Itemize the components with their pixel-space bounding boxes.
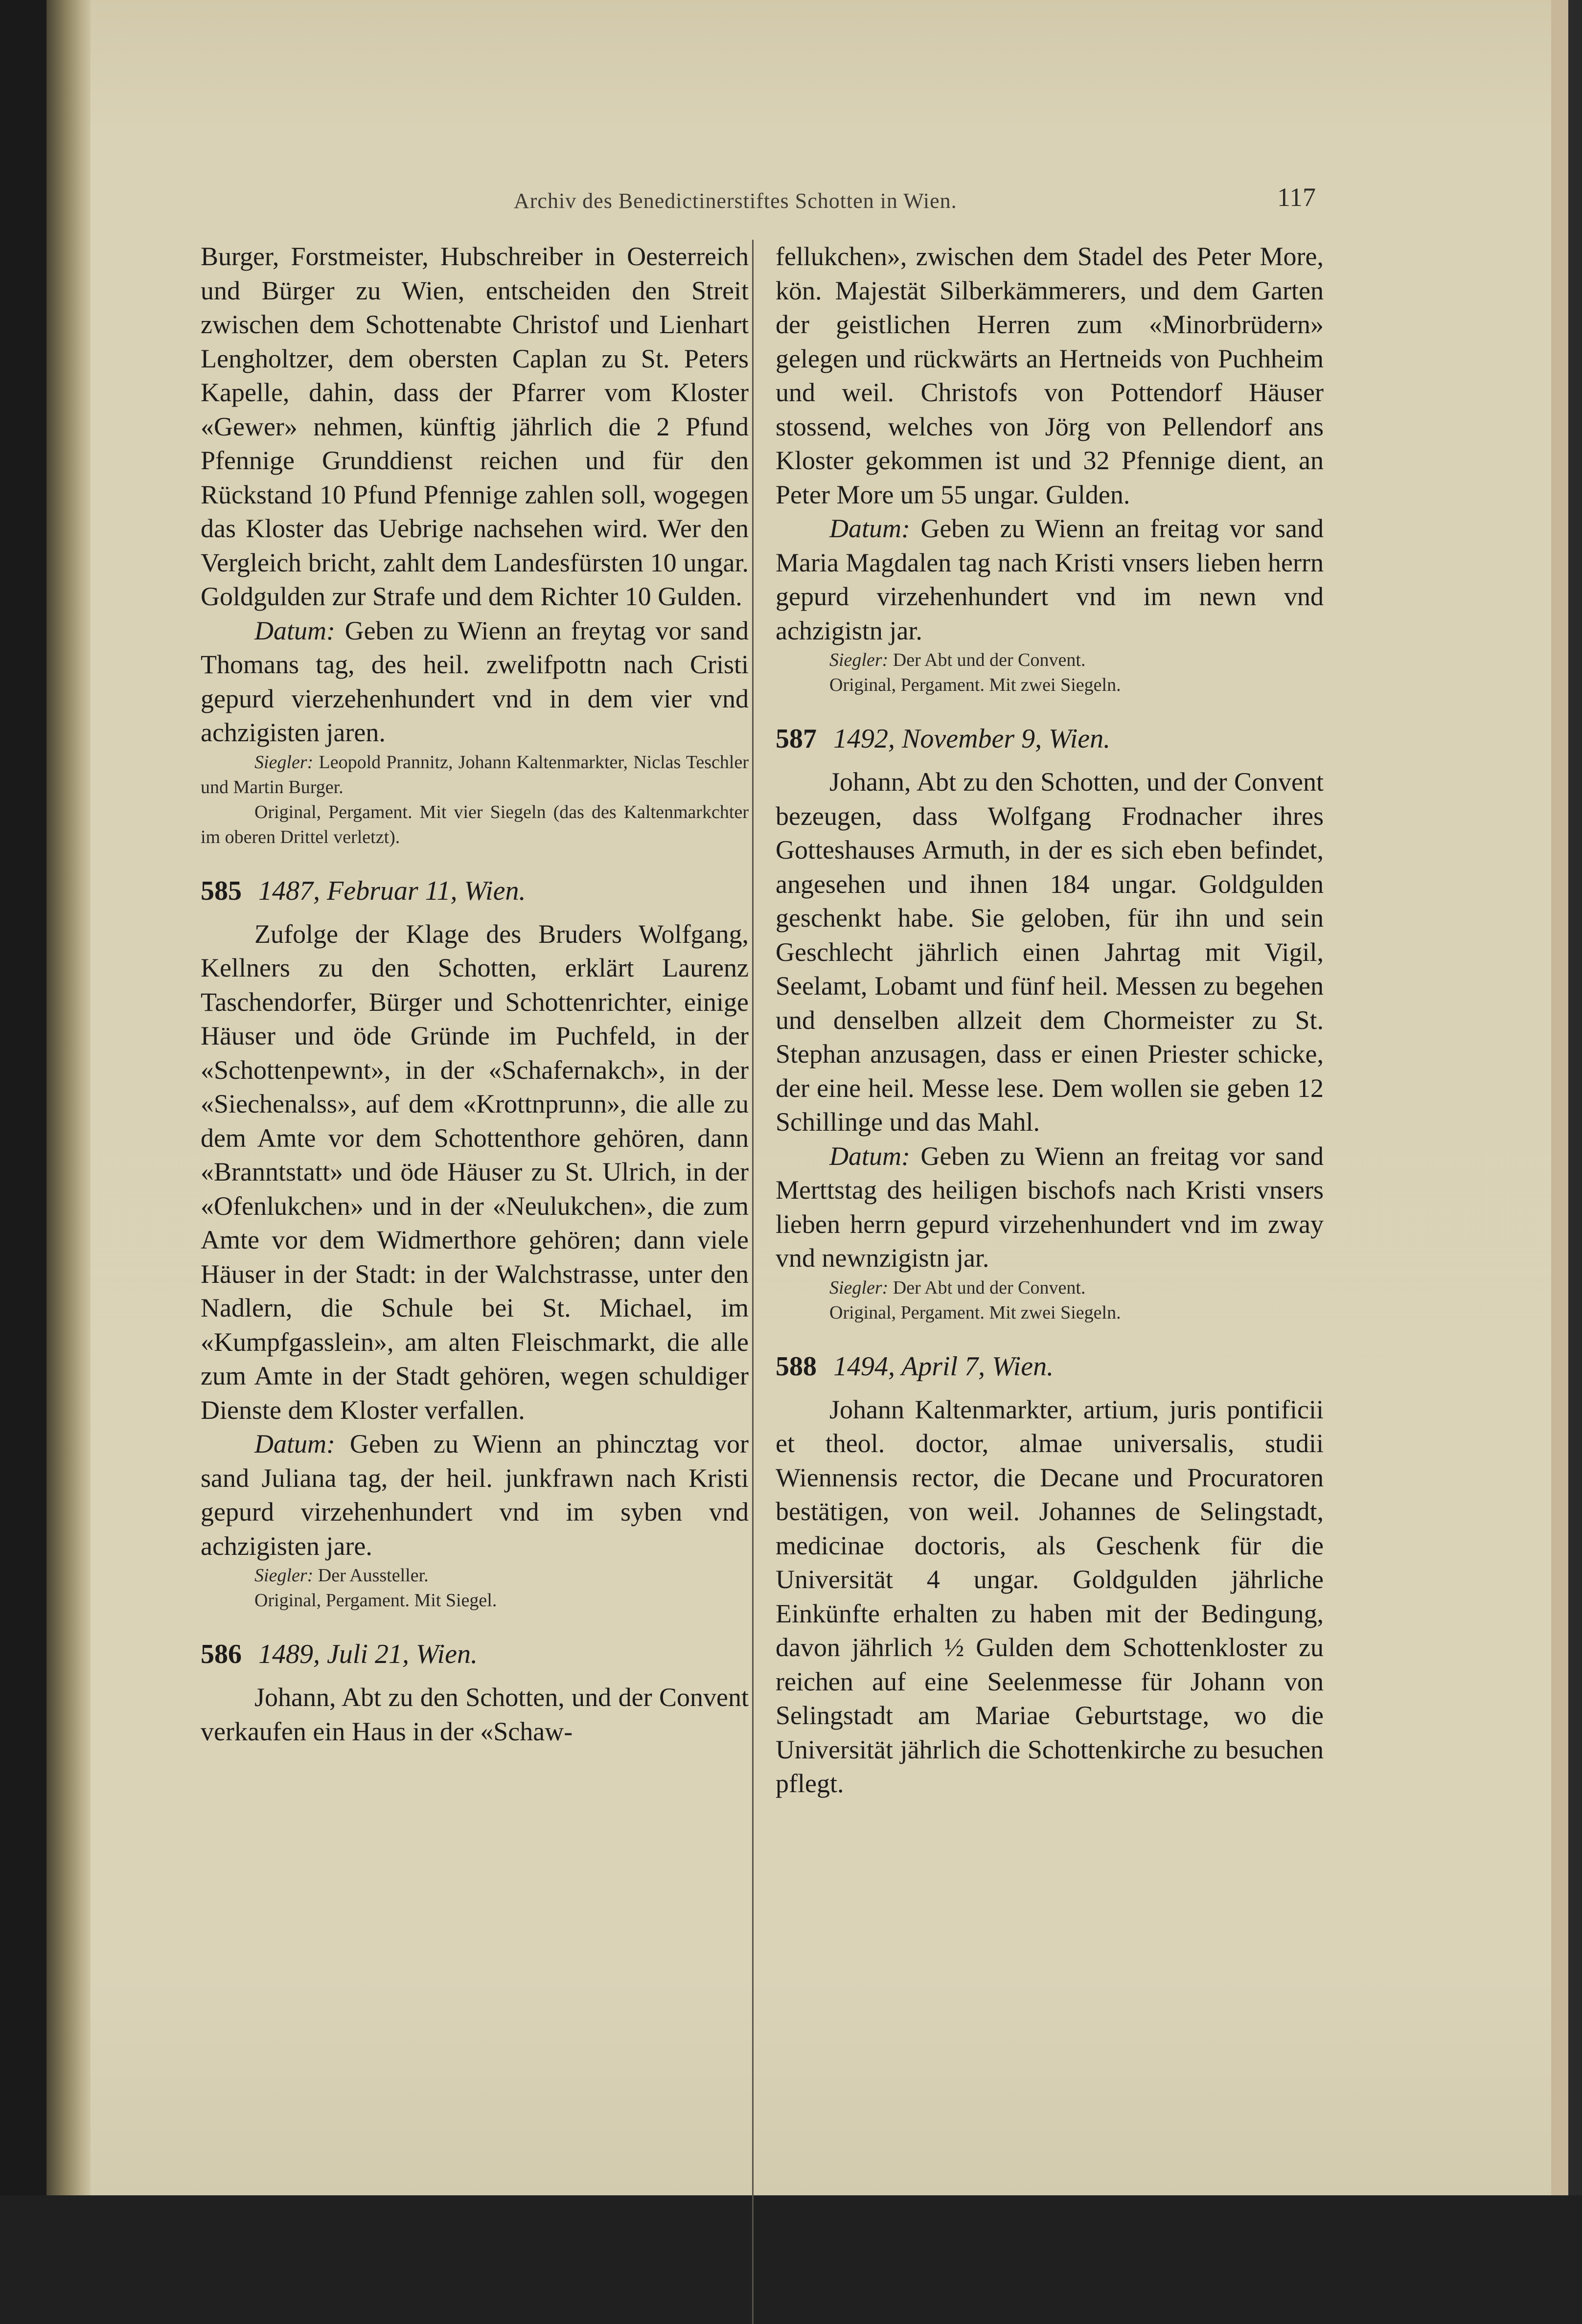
siegler-label: Siegler: xyxy=(254,1565,314,1586)
entry-584-original: Original, Pergament. Mit vier Siegeln (das des Kaltenmarkchter im oberen Drittel verletzt). xyxy=(201,801,749,847)
entry-date: 1494, April 7, Wien. xyxy=(833,1351,1054,1382)
entry-587-datum xyxy=(776,1139,1324,1276)
siegler-text: Leopold Prannitz, Johann Kaltenmarkter, Niclas Teschler und Martin Burger. xyxy=(201,752,749,797)
entry-585-datum xyxy=(201,1427,749,1563)
entry-587-heading xyxy=(776,721,1324,756)
left-column xyxy=(201,240,749,1749)
scan-edge xyxy=(0,0,46,2195)
column-divider xyxy=(752,240,754,2324)
entry-586-heading xyxy=(201,1637,749,1672)
siegler-text: Der Aussteller. xyxy=(318,1565,429,1586)
entry-584-datum xyxy=(201,614,749,750)
datum-label: Datum: xyxy=(254,1429,335,1458)
datum-label: Datum: xyxy=(829,514,910,543)
page-edge-right xyxy=(1551,0,1568,2195)
entry-584-siegler xyxy=(201,750,749,800)
entry-date: 1487, Februar 11, Wien. xyxy=(258,875,526,906)
datum-text: Geben zu Wienn an freytag vor sand Thomans tag, des heil. zwelifpottn nach Cristi gepurd vierzehenhundert vnd in dem vier vnd achzigisten jaren. xyxy=(201,615,749,747)
siegler-label: Siegler: xyxy=(254,752,314,773)
entry-585-heading xyxy=(201,873,749,909)
datum-label: Datum: xyxy=(829,1141,910,1171)
entry-date: 1489, Juli 21, Wien. xyxy=(258,1639,478,1669)
datum-text: Geben zu Wienn an phincztag vor sand Juliana tag, der heil. junkfrawn nach Kristi gepurd virzehenhundert vnd im syben vnd achzigisten jare. xyxy=(201,1429,749,1561)
datum-label: Datum: xyxy=(254,615,335,645)
page-number: 117 xyxy=(1277,182,1316,212)
entry-585-siegler xyxy=(201,1563,749,1588)
datum-text: Geben zu Wienn an freitag vor sand Merttstag des heiligen bischofs nach Kristi vnsers lieben herrn gepurd virzehenhundert vnd im zway vnd newnzigistn jar. xyxy=(776,1141,1324,1273)
entry-586-continuation: fellukchen», zwischen dem Stadel des Peter More, kön. Majestät Silberkämmerers, und dem Garten der geistlichen Herren zum «Minorbrüdern» gelegen und rückwärts an Hertneids von Puchheim und weil. Christofs von Pottendorf Häuser stossend, welches von Jörg von Pellendorf ans Kloster gekommen ist und 32 Pfennige dient, an Peter More um 55 ungar. Gulden. xyxy=(776,242,1324,509)
entry-588-text: Johann Kaltenmarkter, artium, juris pontificii et theol. doctor, almae universalis, studii Wiennensis rector, die Decane und Procuratoren bestätigen, von weil. Johannes de Selingstadt, medicinae doctoris, als Geschenk für die Universität 4 ungar. Goldgulden jährliche Einkünfte erhalten zu haben mit der Bedingung, davon jährlich ½ Gulden dem Schottenkloster zu reichen auf eine Seelenmesse für Johann von Selingstadt am Mariae Geburtstage, wo die Universität jährlich die Schottenkirche zu besuchen pflegt. xyxy=(776,1394,1324,1798)
entry-585-text: Zufolge der Klage des Bruders Wolfgang, Kellners zu den Schotten, erklärt Laurenz Taschendorfer, Bürger und Schottenrichter, einige Häuser und öde Gründe im Puchfeld, in der «Schottenpewnt», in der «Schafernakch», in der «Siechenalss», auf dem «Krottnprunn», die alle zu dem Amte vor dem Schottenthore gehören, dann «Branntstatt» und öde Häuser zu St. Ulrich, in der «Ofenlukchen» und in der «Neulukchen», die zum Amte vor dem Widmerthore gehören; dann viele Häuser in der Stadt: in der Walchstrasse, unter den Nadlern, die Schule bei St. Michael, im «Kumpfgasslein», am alten Fleischmarkt, die alle zum Amte in der Stadt gehören, wegen schuldiger Dienste dem Kloster verfallen. xyxy=(201,919,749,1425)
entry-584-continuation: Burger, Forstmeister, Hubschreiber in Oesterreich und Bürger zu Wien, entscheiden den Streit zwischen dem Schottenabte Christof und Lienhart Lengholtzer, dem obersten Caplan zu St. Peters Kapelle, dahin, dass der Pfarrer vom Kloster «Gewer» nehmen, künftig jährlich die 2 Pfund Pfennige Grunddienst reichen und für den Rückstand 10 Pfund Pfennige zahlen soll, wogegen das Kloster das Uebrige nachsehen wird. Wer den Vergleich bricht, zahlt dem Landesfürsten 10 ungar. Goldgulden zur Strafe und dem Richter 10 Gulden. xyxy=(201,242,749,611)
siegler-text: Der Abt und der Convent. xyxy=(893,1277,1086,1298)
entry-587-original: Original, Pergament. Mit zwei Siegeln. xyxy=(829,1302,1121,1323)
entry-number: 587 xyxy=(776,724,817,754)
entry-586-original: Original, Pergament. Mit zwei Siegeln. xyxy=(829,675,1121,695)
siegler-text: Der Abt und der Convent. xyxy=(893,650,1086,670)
entry-585-original: Original, Pergament. Mit Siegel. xyxy=(254,1590,497,1611)
entry-number: 588 xyxy=(776,1351,817,1382)
entry-number: 585 xyxy=(201,875,242,906)
running-title: Archiv des Benedictinerstiftes Schotten in Wien. xyxy=(514,189,957,213)
siegler-label: Siegler: xyxy=(829,1277,889,1298)
entry-date: 1492, November 9, Wien. xyxy=(833,724,1111,754)
datum-text: Geben zu Wienn an freitag vor sand Maria Magdalen tag nach Kristi vnsers lieben herrn gepurd virzehenhundert vnd im newn vnd achzigistn jar. xyxy=(776,514,1324,645)
entry-586-siegler xyxy=(776,648,1324,673)
scan-edge-right xyxy=(1568,0,1582,2195)
entry-number: 586 xyxy=(201,1639,242,1669)
entry-587-siegler xyxy=(776,1276,1324,1300)
siegler-label: Siegler: xyxy=(829,650,889,670)
entry-586-datum xyxy=(776,512,1324,648)
right-column xyxy=(776,240,1324,1801)
entry-587-text: Johann, Abt zu den Schotten, und der Convent bezeugen, dass Wolfgang Frodnacher ihres Gotteshauses Armuth, in der es sich eben befindet, angesehen und ihnen 184 ungar. Goldgulden geschenkt habe. Sie geloben, für ihn und sein Geschlecht jährlich einen Jahrtag mit Vigil, Seelamt, Lobamt und fünf heil. Messen zu begehen und denselben allzeit dem Chormeister zu St. Stephan anzusagen, dass er einen Priester schicke, der eine heil. Messe lese. Dem wollen sie geben 12 Schillinge und das Mahl. xyxy=(776,767,1324,1137)
entry-588-heading xyxy=(776,1349,1324,1384)
book-gutter xyxy=(46,0,91,2195)
entry-586-text: Johann, Abt zu den Schotten, und der Convent verkaufen ein Haus in der «Schaw- xyxy=(201,1683,749,1746)
